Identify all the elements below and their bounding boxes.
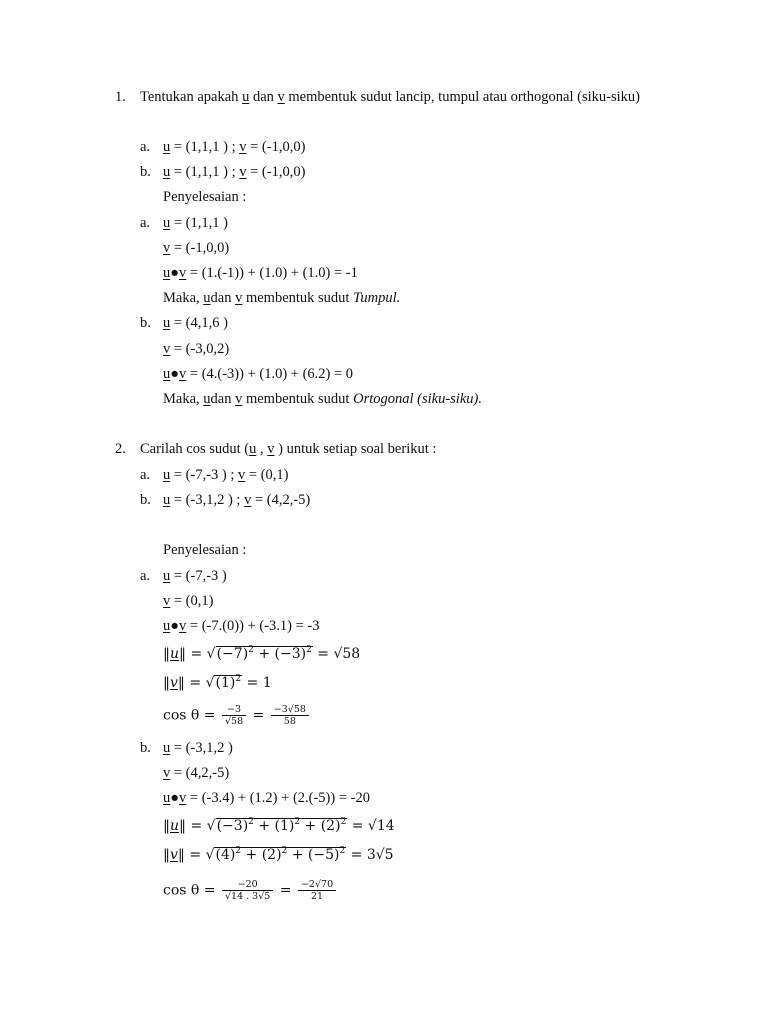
q2-sa-cos: cos θ = $\frac{-3}{√58}$ = $\frac{-3√58}{58}$	[163, 704, 311, 727]
q2-penyelesaian: Penyelesaian :	[163, 542, 247, 558]
q1-sb-u: u = (4,1,6 )	[163, 315, 228, 331]
fraction: $\frac{-2√70}{21}$	[298, 879, 336, 902]
fraction: $\frac{-3}{√58}$	[222, 704, 246, 727]
q1-sa-conclusion: Maka, udan v membentuk sudut Tumpul.	[163, 290, 401, 306]
q1-sa-v: v = (-1,0,0)	[163, 240, 230, 256]
q2-sa-dot: u●v = (-7.(0)) + (-3.1) = -3	[163, 618, 320, 634]
q2-sa-label: a.	[140, 568, 151, 584]
q2-question: Carilah cos sudut (u , v ) untuk setiap soal berikut :	[140, 441, 437, 457]
q1-sb-conclusion: Maka, udan v membentuk sudut Ortogonal (siku-siku).	[163, 391, 482, 407]
q1-a-label: a.	[140, 139, 151, 155]
q2-sb-cos: cos θ = $\frac{-20}{√14 . 3√5}$ = $\frac{-2√70}{21}$	[163, 879, 338, 902]
q2-sb-norm-v: ‖v‖ = $√(4)^2 + (2)^2 + (-5)^2 = 3√5$	[163, 846, 394, 863]
q2-b-vectors: u = (-3,1,2 ) ; v = (4,2,-5)	[163, 492, 311, 508]
q1-a-vectors: u = (1,1,1 ) ; v = (-1,0,0)	[163, 139, 306, 155]
q1-sa-label: a.	[140, 215, 151, 231]
q1-penyelesaian: Penyelesaian :	[163, 189, 247, 205]
q2-sb-v: v = (4,2,-5)	[163, 765, 230, 781]
fraction: $\frac{-3√58}{58}$	[271, 704, 309, 727]
q2-number: 2.	[115, 441, 126, 457]
q1-sa-dot: u●v = (1.(-1)) + (1.0) + (1.0) = -1	[163, 265, 358, 281]
q2-a-label: a.	[140, 467, 151, 483]
q2-sb-norm-u: ‖u‖ = $√(-3)^2 + (1)^2 + (2)^2 = √14$	[163, 817, 395, 834]
q2-sa-v: v = (0,1)	[163, 593, 214, 609]
q2-sa-norm-u: ‖u‖ = $√(-7)^2 + (-3)^2 = √58$	[163, 645, 361, 662]
fraction: $\frac{-20}{√14 . 3√5}$	[222, 879, 273, 902]
q2-b-label: b.	[140, 492, 151, 508]
q1-question: Tentukan apakah u dan v membentuk sudut lancip, tumpul atau orthogonal (siku-siku)	[140, 89, 640, 105]
q2-a-vectors: u = (-7,-3 ) ; v = (0,1)	[163, 467, 289, 483]
q1-b-vectors: u = (1,1,1 ) ; v = (-1,0,0)	[163, 164, 306, 180]
q1-sb-dot: u●v = (4.(-3)) + (1.0) + (6.2) = 0	[163, 366, 354, 382]
q1-number: 1.	[115, 89, 126, 105]
q2-sb-label: b.	[140, 740, 151, 756]
q2-sa-u: u = (-7,-3 )	[163, 568, 227, 584]
q1-b-label: b.	[140, 164, 151, 180]
q1-sb-label: b.	[140, 315, 151, 331]
q1-sa-u: u = (1,1,1 )	[163, 215, 228, 231]
q2-sb-u: u = (-3,1,2 )	[163, 740, 233, 756]
q1-sb-v: v = (-3,0,2)	[163, 341, 230, 357]
q2-sb-dot: u●v = (-3.4) + (1.2) + (2.(-5)) = -20	[163, 790, 370, 806]
q2-sa-norm-v: ‖v‖ = $√(1)^2 = 1$	[163, 674, 272, 691]
